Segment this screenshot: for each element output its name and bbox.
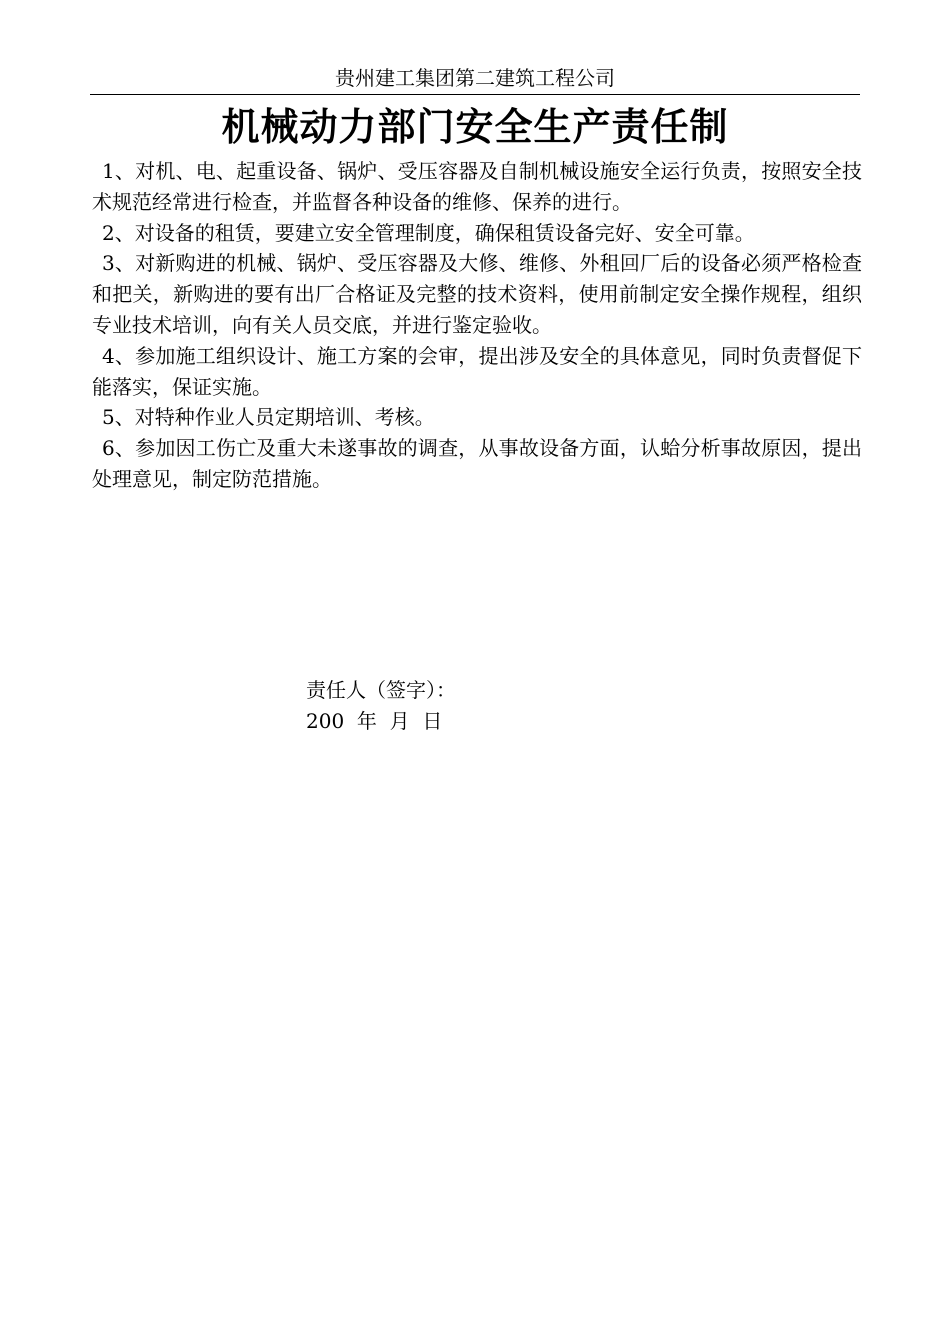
signature-block [306,675,706,737]
signature-date: 200 年 月 日 [306,709,443,733]
page-header [90,64,860,95]
document-title: 机械动力部门安全生产责任制 [221,105,729,149]
clause-6: 6、参加因工伤亡及重大未遂事故的调查，从事故设备方面，认蛤分析事故原因，提出处理意见，制定防范措施。 [92,436,862,491]
document-body [92,156,862,495]
clause-2: 2、对设备的租赁，要建立安全管理制度，确保租赁设备完好、安全可靠。 [102,220,755,245]
company-name: 贵州建工集团第二建筑工程公司 [335,66,615,90]
clause-5: 5、对特种作业人员定期培训、考核。 [102,405,435,430]
clause-3: 3、对新购进的机械、锅炉、受压容器及大修、维修、外租回厂后的设备必须严格检查和把关，新购进的要有出厂合格证及完整的技术资料，使用前制定安全操作规程，组织专业技术培训，向有关人员交底，并进行鉴定验收。 [92,251,862,337]
clause-4: 4、参加施工组织设计、施工方案的会审，提出涉及安全的具体意见，同时负责督促下能落实，保证实施。 [92,343,862,399]
signature-label: 责任人（签字）： [306,678,456,702]
clause-1: 1、对机、电、起重设备、锅炉、受压容器及自制机械设施安全运行负责，按照安全技术规范经常进行检查，并监督各种设备的维修、保养的进行。 [92,159,862,214]
